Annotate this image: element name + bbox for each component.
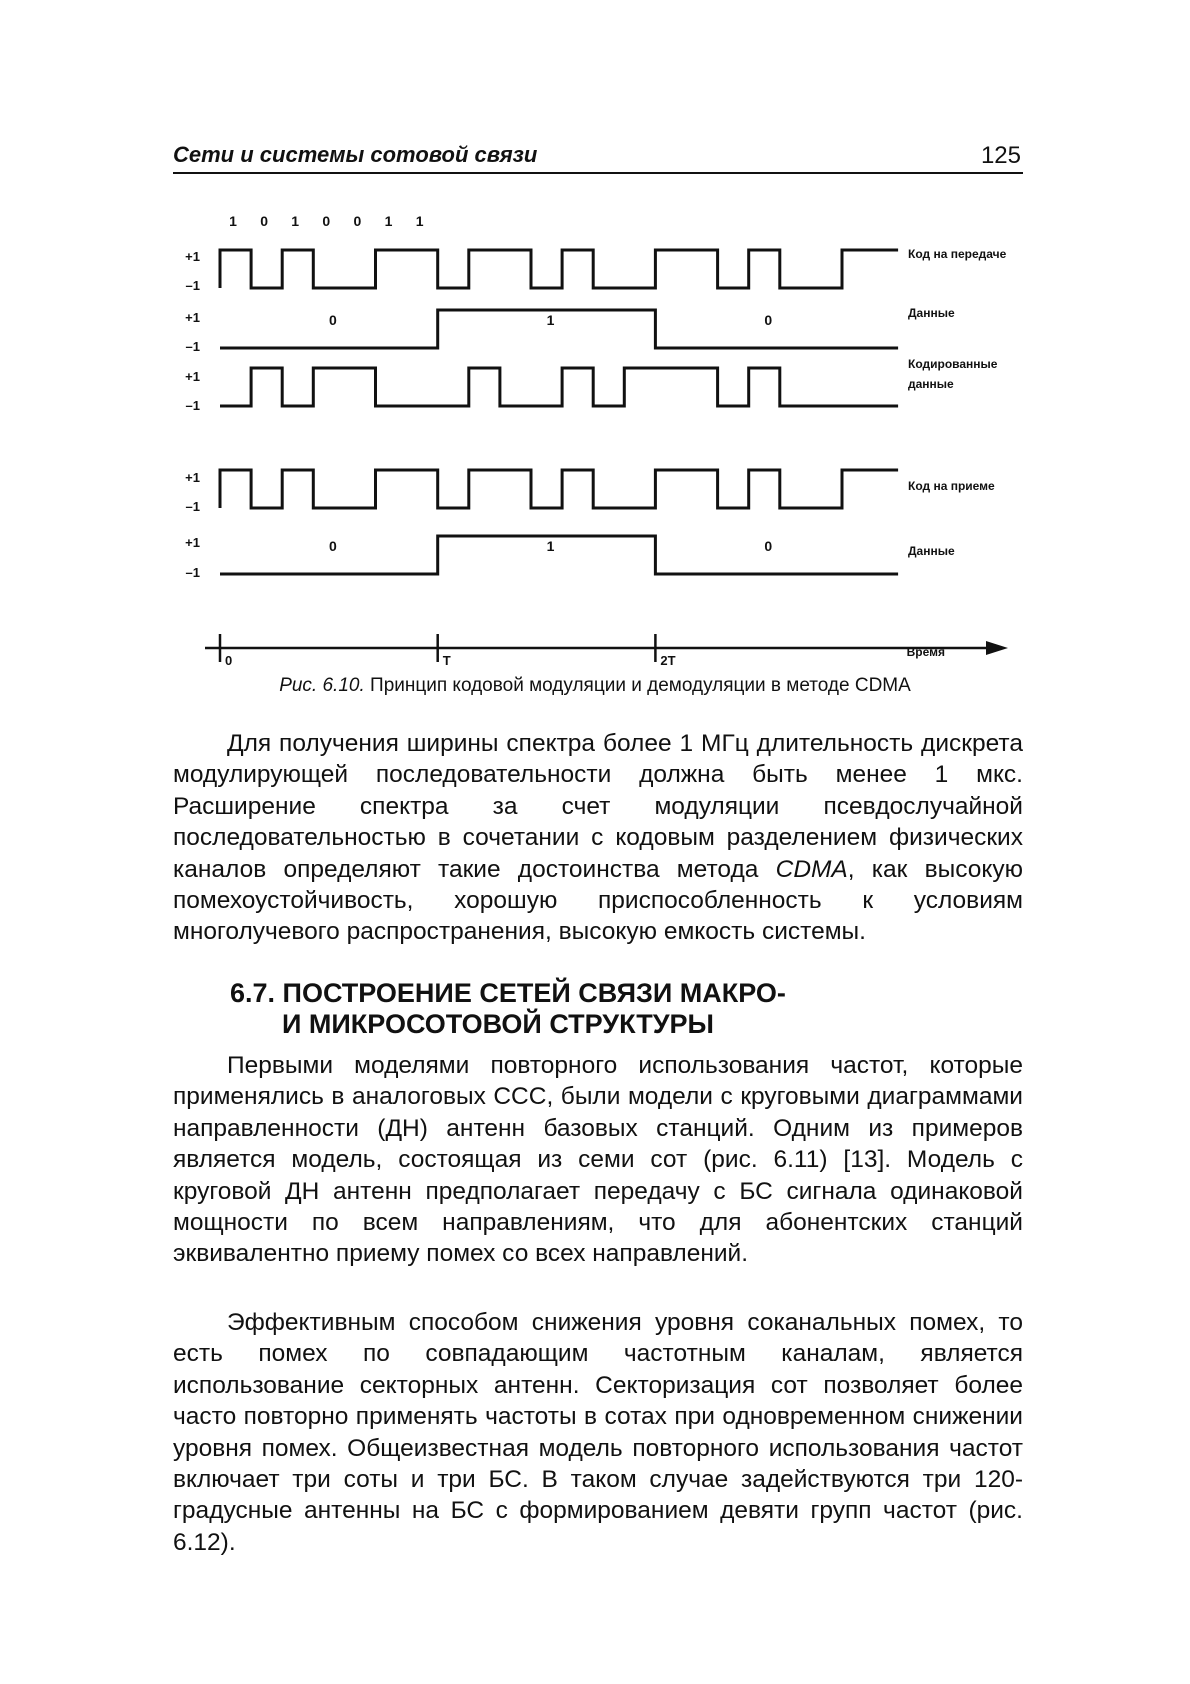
signal-waveform-3 [220, 470, 898, 508]
figure-caption [0, 675, 1190, 697]
cdma-waveform-diagram [0, 0, 1190, 680]
bit-label: 0 [260, 213, 268, 229]
signal-waveform-1 [220, 310, 898, 348]
data-bit-value: 1 [546, 312, 555, 328]
bit-label: 1 [415, 213, 424, 229]
paragraph-spectrum [173, 728, 1023, 948]
cdma-term: CDMA [775, 855, 848, 883]
signal-label: Данные [908, 306, 955, 320]
signal-label: Кодированные [908, 357, 998, 371]
signal-waveform-2 [220, 368, 898, 406]
level-minus-label: –1 [185, 278, 200, 293]
data-bit-value: 0 [764, 312, 773, 328]
bit-label: 1 [229, 213, 237, 229]
running-title: Сети и системы сотовой связи [173, 142, 538, 167]
bit-label: 0 [353, 213, 362, 229]
signal-label: Код на приеме [908, 479, 995, 493]
time-axis-tick-label: 0 [225, 653, 233, 668]
bit-label: 1 [291, 213, 300, 229]
signal-label: Данные [908, 544, 955, 558]
page-number: 125 [980, 142, 1021, 169]
level-minus-label: –1 [185, 565, 200, 580]
bit-label: 1 [384, 213, 393, 229]
time-axis-tick-label: 2T [660, 653, 676, 668]
data-bit-value: 0 [328, 538, 337, 554]
figure-caption-text: Принцип кодовой модуляции и демодуляции в методе CDMA [370, 675, 911, 696]
data-bit-value: 0 [328, 312, 337, 328]
level-plus-label: +1 [185, 535, 200, 550]
level-plus-label: +1 [185, 369, 200, 384]
signal-label: Код на передаче [908, 247, 1007, 261]
signal-waveform-4 [220, 536, 898, 574]
time-axis-arrow [986, 641, 1008, 655]
paragraph-spectrum-start: Для получения ширины спектра более 1 МГц длительность дискрета модулирующей последовательности должна быть менее 1 мкс. Расширение спектра за счет модуляции псевдослучайной последовательностью в сочетании с кодовым разделением физических каналов определяют такие достоинства метода [173, 730, 1023, 883]
paragraph-frequency-reuse: Первыми моделями повторного использования частот, которые применялись в аналоговых ССС, были модели с круговыми диаграммами направленности (ДН) антенн базовых станций. Одним из примеров является модель, состоящая из семи сот (рис. 6.11) [13]. Модель с круговой ДН антенн предполагает передачу с БС сигнала одинаковой мощности по всем направлениям, что для абонентских станций эквивалентно приему помех со всех направлений. [173, 1052, 1023, 1268]
time-axis-tick-label: T [442, 653, 451, 668]
time-axis-label: Время [906, 645, 945, 659]
paragraph-sectorization: Эффективным способом снижения уровня соканальных помех, то есть помех по совпадающим частотным каналам, является использование секторных антенн. Секторизация сот позволяет более часто повторно применять частоты в сотах при одновременном снижении уровня помех. Общеизвестная модель повторного использования частот включает три соты и три БС. В таком случае задействуются три 120-градусные антенны на БС с формированием девяти групп частот (рис. 6.12). [173, 1309, 1023, 1556]
level-minus-label: –1 [185, 339, 200, 354]
data-bit-value: 0 [764, 538, 773, 554]
signal-waveform-0 [220, 250, 898, 288]
section-heading [230, 978, 930, 1040]
section-heading-line-2: И МИКРОСОТОВОЙ СТРУКТУРЫ [282, 1009, 714, 1039]
figure-caption-number: Рис. 6.10. [279, 675, 365, 696]
paragraph-spectrum-end: , как высокую помехоустойчивость, хорошую приспособленность к условиям многолучевого распространения, высокую емкость системы. [173, 855, 1023, 946]
level-plus-label: +1 [185, 310, 200, 325]
signal-label: данные [908, 377, 954, 391]
level-plus-label: +1 [185, 470, 200, 485]
level-minus-label: –1 [185, 499, 200, 514]
data-bit-value: 1 [546, 538, 555, 554]
level-plus-label: +1 [185, 249, 200, 264]
level-minus-label: –1 [185, 398, 200, 413]
section-heading-line-1: 6.7. ПОСТРОЕНИЕ СЕТЕЙ СВЯЗИ МАКРО- [230, 978, 786, 1008]
bit-label: 0 [322, 213, 331, 229]
